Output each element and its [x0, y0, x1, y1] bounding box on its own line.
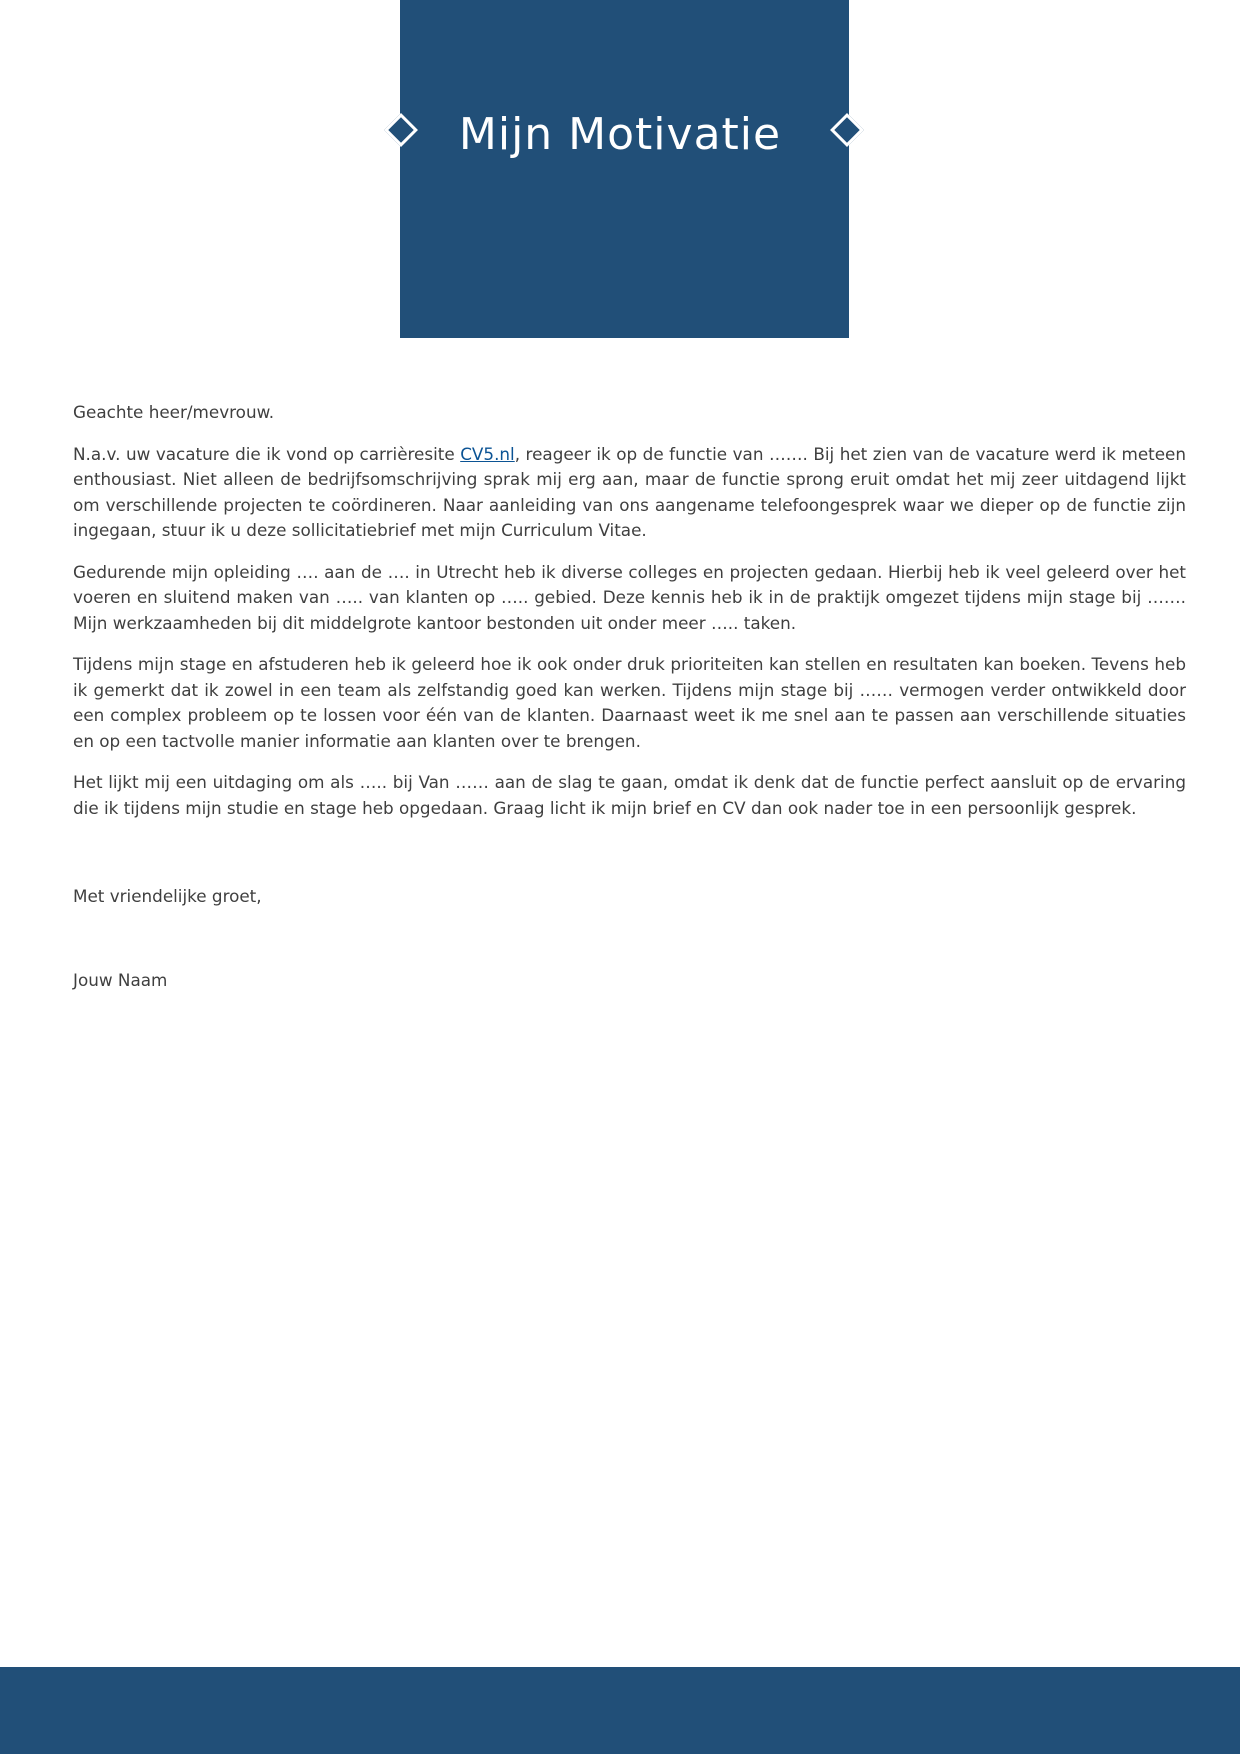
paragraph-intro: [73, 442, 1186, 544]
page-title: Mijn Motivatie: [458, 109, 782, 160]
paragraph-skills: Tijdens mijn stage en afstuderen heb ik geleerd hoe ik ook onder druk prioriteiten kan stellen en resultaten kan boeken. Tevens heb ik gemerkt dat ik zowel in een team als zelfstandig goed kan werken. Tijdens mijn stage bij …… vermogen verder ontwikkeld door een complex probleem op te lossen voor één van de klanten. Daarnaast weet ik me snel aan te passen aan verschillende situaties en op een tactvolle manier informatie aan klanten over te brengen.: [73, 654, 1186, 751]
footer-band: [0, 1667, 1240, 1754]
signature: Jouw Naam: [73, 970, 168, 990]
paragraph-education: Gedurende mijn opleiding …. aan de …. in Utrecht heb ik diverse colleges en projecten gedaan. Hierbij heb ik veel geleerd over het voeren en sluitend maken van ….. van klanten op ….. gebied. Deze kennis heb ik in de praktijk omgezet tijdens mijn stage bij ……. Mijn werkzaamheden bij dit middelgrote kantoor bestonden uit onder meer ….. taken.: [73, 561, 1186, 633]
paragraph-conclusion: Het lijkt mij een uitdaging om als ….. bij Van …… aan de slag te gaan, omdat ik denk dat de functie perfect aansluit op de ervaring die ik tijdens mijn studie en stage heb opgedaan. Graag licht ik mijn brief en CV dan ook nader toe in een persoonlijk gesprek.: [73, 772, 1186, 818]
paragraph-intro-text-start: N.a.v. uw vacature die ik vond op carrièresite: [73, 443, 461, 464]
closing: Met vriendelijke groet,: [73, 886, 262, 906]
cv5-link[interactable]: CV5.nl: [460, 443, 515, 464]
header-block: [400, 0, 849, 338]
paragraph-intro-text-end: , reageer ik op de functie van ……. Bij het zien van de vacature werd ik meteen enthousiast. Niet alleen de bedrijfsomschrijving sprak mij erg aan, maar de functie sprong eruit omdat het mij zeer uitdagend lijkt om verschillende projecten te coördineren. Naar aanleiding van ons aangename telefoongesprek waar we dieper op de functie zijn ingegaan, stuur ik u deze sollicitatiebrief met mijn Curriculum Vitae.: [73, 443, 1187, 540]
salutation: Geachte heer/mevrouw.: [73, 402, 275, 422]
letter-body: [73, 400, 1186, 837]
